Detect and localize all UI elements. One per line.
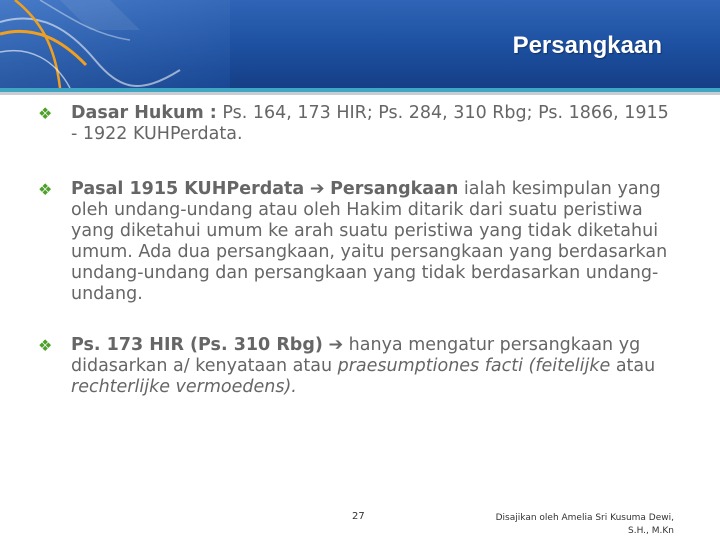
- bullet-diamond-icon: ❖: [38, 104, 53, 123]
- bullet-dasar-hukum: [38, 103, 678, 145]
- decorative-swoosh-graphic: [0, 0, 230, 88]
- bullet-label: Dasar Hukum :: [71, 103, 217, 123]
- page-number: 27: [352, 511, 365, 522]
- footer-author-line1: Disajikan oleh Amelia Sri Kusuma Dewi,: [495, 513, 674, 523]
- arrow-right-icon: ➔: [328, 335, 344, 355]
- bullet-pasal-1915: [38, 179, 678, 305]
- bullet-text: atau: [610, 356, 656, 376]
- bullet-text-italic: praesumptiones facti (feitelijke: [337, 356, 611, 376]
- bullet-label: Pasal 1915 KUHPerdata: [71, 179, 305, 199]
- bullet-label-term: Persangkaan: [330, 179, 459, 199]
- bullet-text: hanya mengatur persangkaan yg didasarkan a/ kenyataan atau: [71, 335, 641, 376]
- bullet-text: ialah kesimpulan yang oleh undang-undang atau oleh Hakim ditarik dari suatu peristiwa yang diketahui umum ke arah suatu peristiwa yang tidak diketahui umum. Ada dua persangkaan, yaitu persangkaan yang berdasarkan undang-undang dan persangkaan yang tidak berdasarkan undang-undang.: [71, 179, 668, 304]
- footer-author-line2: S.H., M.Kn: [628, 526, 674, 536]
- bullet-diamond-icon: ❖: [38, 336, 53, 355]
- header-divider-rule: [0, 92, 720, 95]
- bullet-label: Ps. 173 HIR (Ps. 310 Rbg): [71, 335, 323, 355]
- bullet-text: Ps. 164, 173 HIR; Ps. 284, 310 Rbg; Ps. 1866, 1915 - 1922 KUHPerdata.: [71, 103, 669, 144]
- bullet-ps-173-hir: [38, 335, 678, 398]
- slide-body: [38, 103, 678, 398]
- bullet-diamond-icon: ❖: [38, 180, 53, 199]
- footer-author: [462, 512, 674, 538]
- slide-header: [0, 0, 720, 88]
- bullet-text-italic: rechterlijke vermoedens).: [71, 377, 297, 397]
- arrow-right-icon: ➔: [309, 179, 325, 199]
- slide-title: Persangkaan: [512, 32, 662, 59]
